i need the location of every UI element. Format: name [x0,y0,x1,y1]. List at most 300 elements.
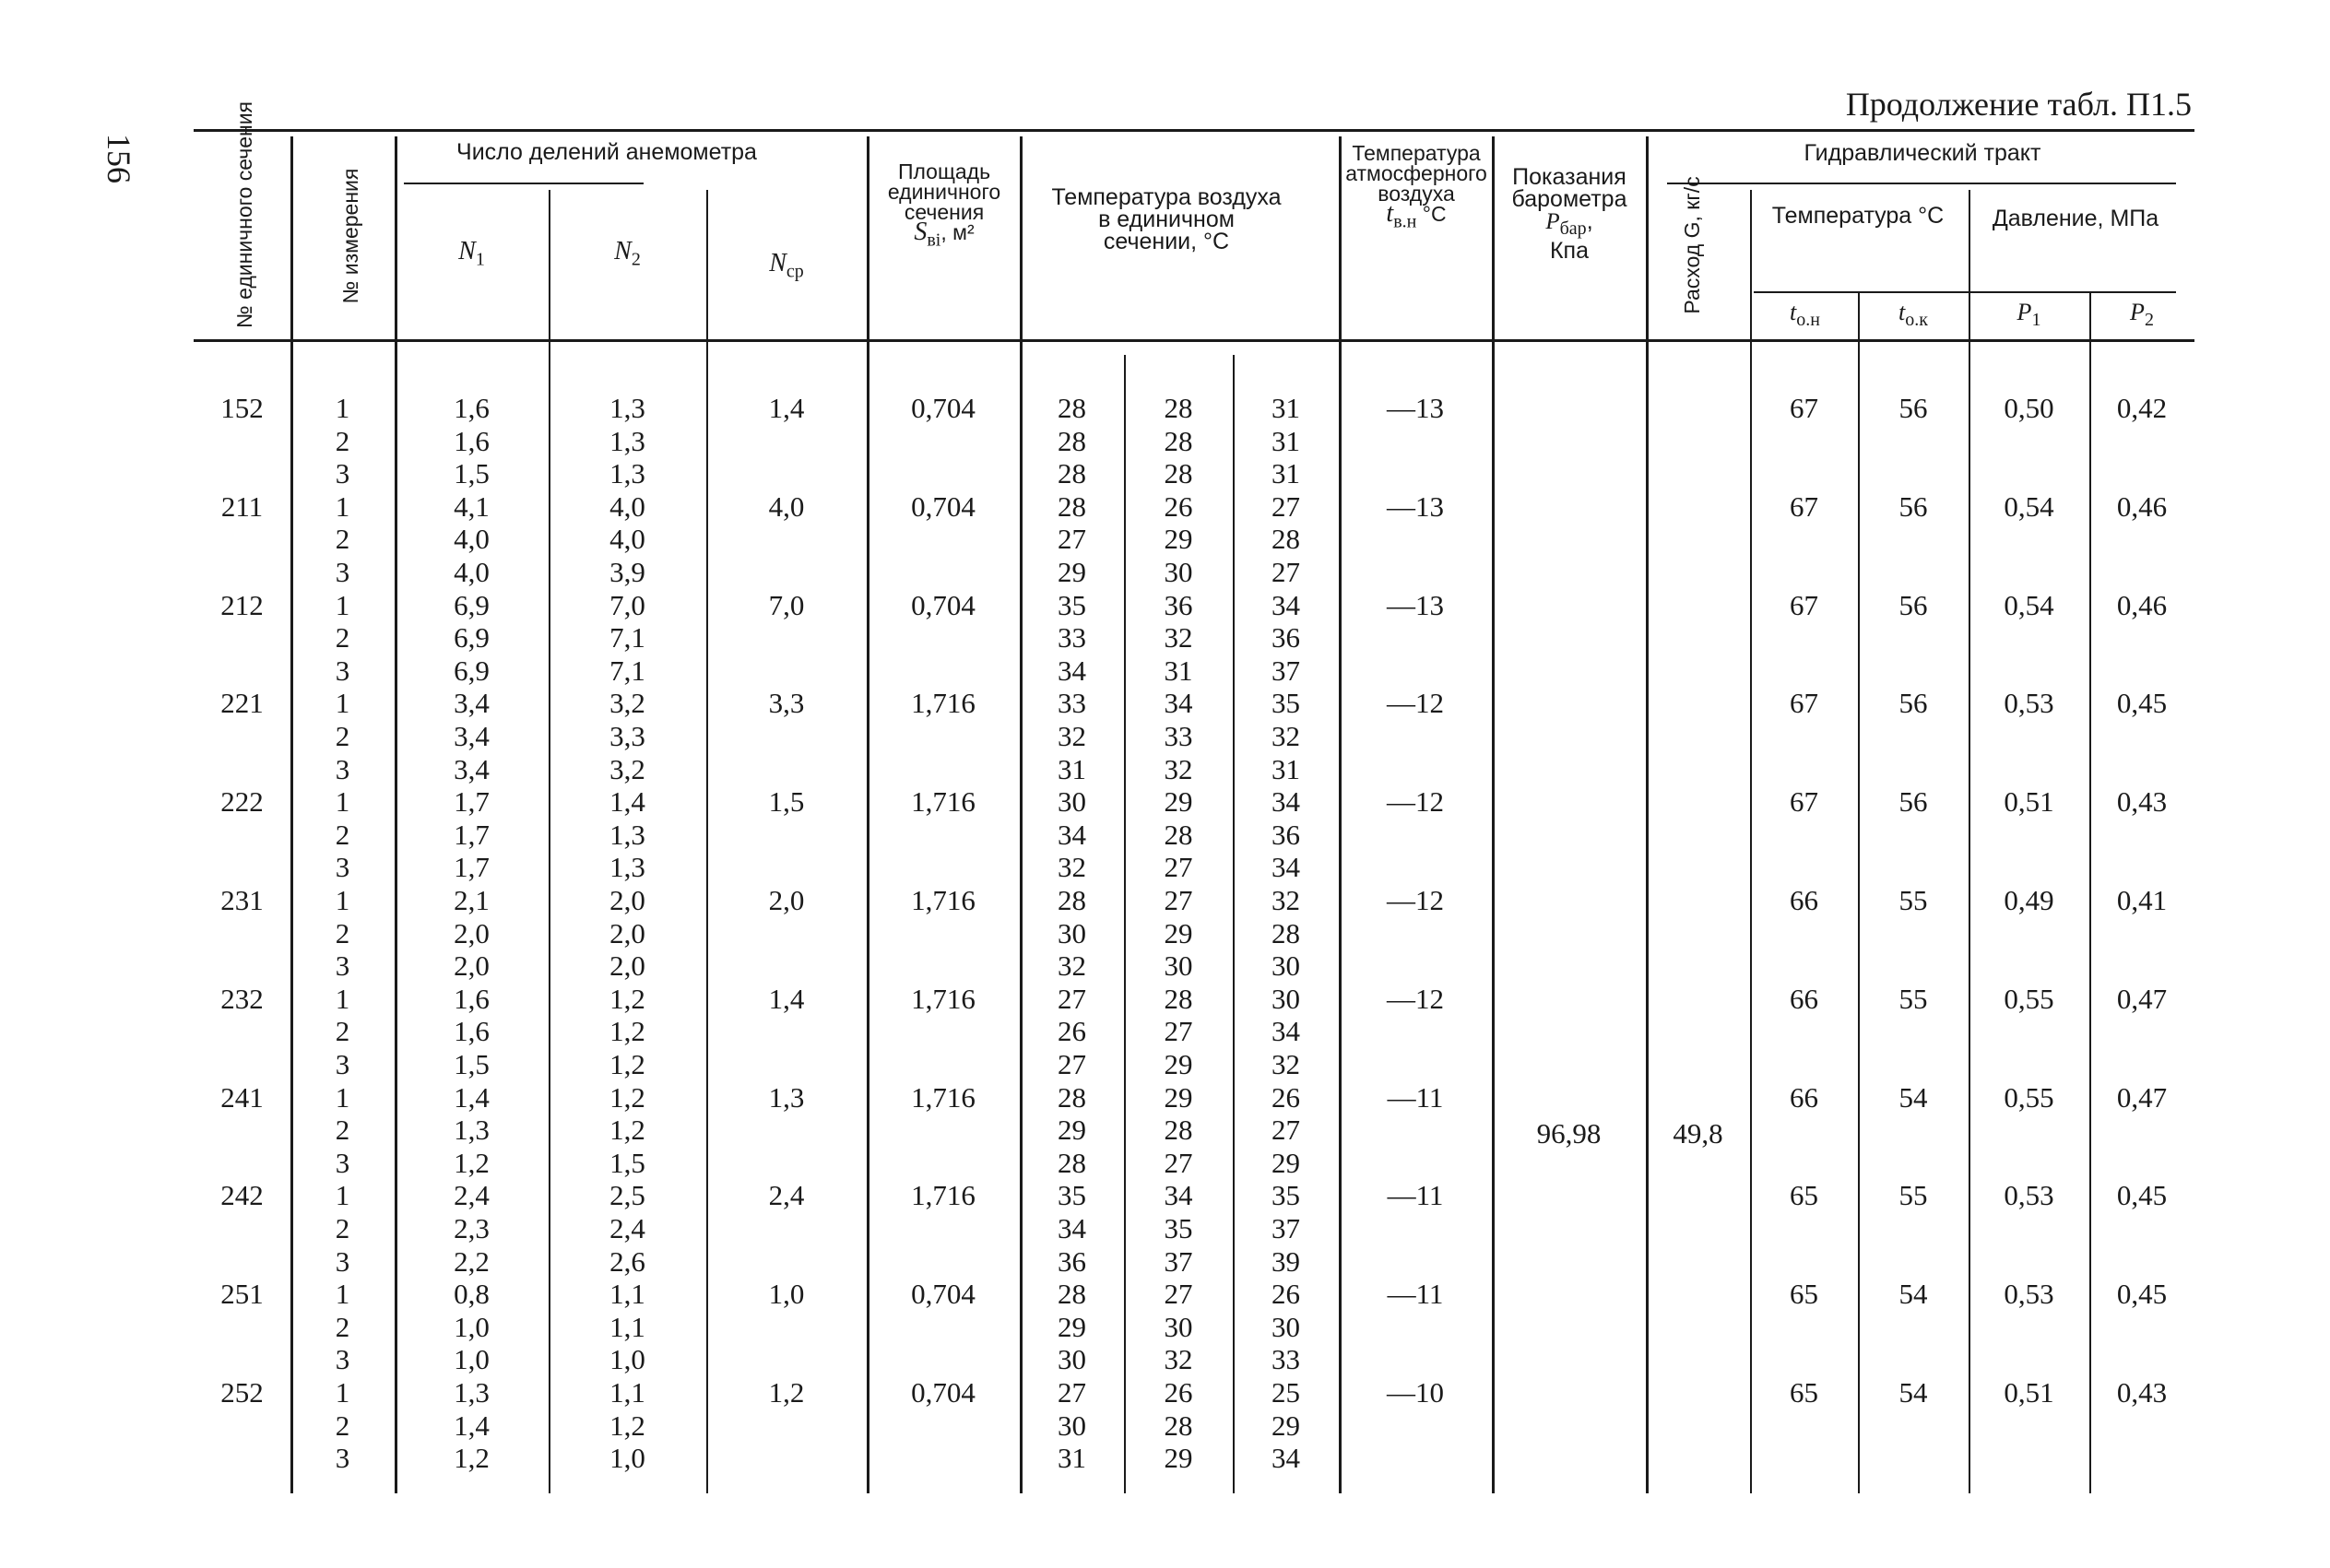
header-hydraulic: Гидравлический тракт [1804,140,2041,166]
measurement-cell: 2 [335,818,350,851]
p2-cell: 0,43 [2116,785,2168,819]
air-temp-cell: 32 [1271,884,1300,916]
air-temp-cell: 36 [1164,588,1193,621]
n1-cell: 6,9 [454,588,490,621]
air-temp-cell: 31 [1271,424,1300,457]
n2-cell: 1,2 [609,1114,645,1147]
header-pressure: Давление, МПа [1992,206,2159,231]
t-on-cell: 66 [1790,884,1818,916]
n1-cell: 1,4 [454,1409,490,1442]
ncp-cell: 4,0 [768,489,805,523]
atm-temp-cell: —13 [1387,392,1444,424]
t-on-cell: 67 [1790,392,1818,424]
n1-cell: 2,1 [454,884,490,916]
n1-cell: 1,6 [454,1015,490,1048]
atm-temp-cell: —12 [1387,884,1444,916]
p2-cell: 0,46 [2116,489,2168,523]
air-temp-cell: 29 [1271,1409,1300,1442]
measurement-cell: 2 [335,1212,350,1244]
n1-cell: 3,4 [454,687,490,720]
air-temp-cell: 36 [1271,621,1300,654]
measurement-cell: 2 [335,1409,350,1442]
n1-cell: 1,7 [454,851,490,884]
n1-cell: 1,6 [454,982,490,1015]
air-temp-cell: 29 [1164,523,1193,556]
measurement-cell: 2 [335,720,350,752]
n2-cell: 2,0 [609,884,645,916]
p2-cell: 0,46 [2116,588,2168,621]
n2-cell: 3,9 [609,556,645,588]
barometer-value: 96,98 [1536,1117,1602,1149]
t-on-cell: 65 [1790,1376,1818,1409]
air-temp-cell: 27 [1164,1146,1193,1179]
n2-cell: 3,2 [609,752,645,785]
section-cell: 251 [220,1278,264,1311]
air-temp-cell: 30 [1271,1310,1300,1343]
n1-cell: 2,3 [454,1212,490,1244]
n2-cell: 1,2 [609,1048,645,1080]
n1-cell: 2,2 [454,1244,490,1278]
ncp-cell: 1,2 [768,1376,805,1409]
air-temp-cell: 32 [1164,752,1193,785]
air-temp-cell: 25 [1271,1376,1300,1409]
ncp-cell: 1,0 [768,1278,805,1311]
n2-cell: 2,0 [609,916,645,949]
measurement-cell: 1 [335,1278,350,1311]
air-temp-cell: 31 [1058,1442,1086,1475]
measurement-cell: 1 [335,1179,350,1212]
n1-cell: 3,4 [454,752,490,785]
area-cell: 0,704 [911,1376,976,1409]
area-cell: 0,704 [911,588,976,621]
ncp-cell: 1,3 [768,1080,805,1114]
n2-cell: 1,3 [609,424,645,457]
ncp-cell: 2,4 [768,1179,805,1212]
air-temp-cell: 35 [1271,687,1300,720]
header-p1: $P_1$ [2017,299,2041,331]
area-cell: 1,716 [911,1080,976,1114]
measurement-cell: 3 [335,949,350,983]
air-temp-cell: 26 [1271,1080,1300,1114]
atm-temp-cell: —13 [1387,588,1444,621]
n1-cell: 2,0 [454,949,490,983]
measurement-cell: 2 [335,523,350,556]
n2-cell: 1,5 [609,1146,645,1179]
section-cell: 232 [220,982,264,1015]
n2-cell: 1,3 [609,818,645,851]
air-temp-cell: 27 [1164,1015,1193,1048]
header-t-ok: $t_{о.к}$ [1898,299,1928,331]
air-temp-cell: 34 [1058,818,1086,851]
n1-cell: 2,0 [454,916,490,949]
air-temp-cell: 34 [1271,851,1300,884]
n1-cell: 1,7 [454,785,490,819]
section-cell: 252 [220,1376,264,1409]
air-temp-cell: 32 [1271,1048,1300,1080]
air-temp-cell: 28 [1058,424,1086,457]
air-temp-cell: 30 [1164,556,1193,588]
atm-temp-cell: —11 [1387,1278,1444,1311]
air-temp-cell: 31 [1271,457,1300,490]
air-temp-cell: 27 [1058,982,1086,1015]
p1-cell: 0,51 [2004,785,2054,819]
ncp-cell: 1,4 [768,392,805,424]
air-temp-cell: 27 [1058,523,1086,556]
measurement-cell: 1 [335,687,350,720]
air-temp-cell: 27 [1271,489,1300,523]
air-temp-cell: 27 [1058,1048,1086,1080]
header-temperature: Температура °С [1771,203,1945,229]
section-cell: 222 [220,785,264,819]
n1-cell: 1,0 [454,1343,490,1376]
ncp-cell: 1,5 [768,785,805,819]
air-temp-cell: 28 [1058,457,1086,490]
atm-temp-cell: —12 [1387,785,1444,819]
t-on-cell: 67 [1790,588,1818,621]
air-temp-cell: 27 [1058,1376,1086,1409]
air-temp-cell: 28 [1164,1409,1193,1442]
n1-cell: 1,3 [454,1114,490,1147]
measurement-cell: 1 [335,884,350,916]
p2-cell: 0,45 [2116,1278,2168,1311]
atm-temp-cell: —11 [1387,1080,1444,1114]
table-caption: Продолжение табл. П1.5 [1845,86,2192,123]
air-temp-cell: 39 [1271,1244,1300,1278]
n1-cell: 1,3 [454,1376,490,1409]
header-air-temp: Температура воздуха в единичном сечении, °С [1051,184,1282,254]
t-on-cell: 65 [1790,1278,1818,1311]
air-temp-cell: 29 [1058,556,1086,588]
t-ok-cell: 56 [1898,785,1928,819]
air-temp-cell: 32 [1058,720,1086,752]
header-p2: $P_2$ [2130,299,2154,331]
measurement-cell: 3 [335,851,350,884]
section-cell: 212 [220,588,264,621]
ncp-cell: 1,4 [768,982,805,1015]
t-ok-cell: 56 [1898,489,1928,523]
col-divider [1492,136,1495,1493]
n1-cell: 1,4 [454,1080,490,1114]
air-temp-cell: 30 [1164,1310,1193,1343]
air-temp-cell: 29 [1164,785,1193,819]
air-temp-cell: 28 [1164,1114,1193,1147]
air-temp-cell: 26 [1058,1015,1086,1048]
ncp-cell: 7,0 [768,588,805,621]
air-temp-cell: 34 [1271,1015,1300,1048]
area-cell: 1,716 [911,785,976,819]
measurement-cell: 1 [335,982,350,1015]
area-cell: 1,716 [911,982,976,1015]
p2-cell: 0,42 [2116,392,2168,424]
measurement-cell: 1 [335,489,350,523]
hydraulic-underline [1667,183,2176,184]
n2-cell: 3,3 [609,720,645,752]
t-on-cell: 67 [1790,687,1818,720]
n1-cell: 1,5 [454,457,490,490]
n2-cell: 1,3 [609,392,645,424]
measurement-cell: 1 [335,392,350,424]
measurement-cell: 2 [335,424,350,457]
n1-cell: 1,2 [454,1442,490,1475]
measurement-cell: 3 [335,556,350,588]
air-temp-cell: 31 [1271,392,1300,424]
air-temp-cell: 34 [1164,1179,1193,1212]
measurement-cell: 2 [335,916,350,949]
n1-cell: 1,6 [454,392,490,424]
air-temp-cell: 30 [1058,785,1086,819]
atm-temp-cell: —12 [1387,687,1444,720]
measurement-cell: 3 [335,1244,350,1278]
section-cell: 221 [220,687,264,720]
page-number: 156 [101,134,137,183]
air-temp-cell: 34 [1271,785,1300,819]
n2-cell: 1,2 [609,1409,645,1442]
area-cell: 1,716 [911,687,976,720]
t-ok-cell: 54 [1898,1278,1928,1311]
header-n1: $N_1$ [458,237,485,270]
measurement-cell: 3 [335,457,350,490]
air-temp-cell: 28 [1058,392,1086,424]
air-temp-cell: 30 [1271,982,1300,1015]
air-temp-cell: 34 [1164,687,1193,720]
header-measurement-no: № измерения [338,168,362,304]
air-temp-cell: 28 [1164,818,1193,851]
air-temp-cell: 27 [1271,1114,1300,1147]
area-cell: 0,704 [911,392,976,424]
measurement-cell: 2 [335,1015,350,1048]
air-temp-cell: 31 [1271,752,1300,785]
t-on-cell: 67 [1790,489,1818,523]
flow-value: 49,8 [1673,1117,1723,1149]
air-temp-cell: 35 [1164,1212,1193,1244]
p1-cell: 0,51 [2004,1376,2054,1409]
air-temp-cell: 29 [1164,916,1193,949]
p2-cell: 0,47 [2116,982,2168,1015]
t-ok-cell: 55 [1898,884,1928,916]
atm-temp-cell: —11 [1387,1179,1444,1212]
n2-cell: 4,0 [609,523,645,556]
area-cell: 1,716 [911,1179,976,1212]
n2-cell: 1,2 [609,982,645,1015]
measurement-cell: 2 [335,621,350,654]
air-temp-cell: 36 [1058,1244,1086,1278]
air-temp-cell: 26 [1164,1376,1193,1409]
n2-cell: 2,0 [609,949,645,983]
n2-cell: 4,0 [609,489,645,523]
air-temp-cell: 36 [1271,818,1300,851]
air-temp-cell: 28 [1271,523,1300,556]
n2-cell: 1,3 [609,851,645,884]
n1-cell: 3,4 [454,720,490,752]
air-temp-cell: 32 [1058,851,1086,884]
p1-cell: 0,53 [2004,1278,2054,1311]
header-anemometer: Число делений анемометра [456,139,757,165]
n2-cell: 1,2 [609,1080,645,1114]
header-atm-temp: Температура атмосферного воздуха $t_{в.н}$ °С [1345,141,1487,232]
measurement-cell: 1 [335,785,350,819]
air-temp-cell: 33 [1058,621,1086,654]
measurement-cell: 3 [335,1442,350,1475]
air-temp-cell: 27 [1164,851,1193,884]
n2-cell: 1,1 [609,1278,645,1311]
measurement-cell: 3 [335,1343,350,1376]
air-temp-cell: 28 [1164,982,1193,1015]
air-temp-cell: 28 [1271,916,1300,949]
t-ok-cell: 55 [1898,1179,1928,1212]
n2-cell: 2,5 [609,1179,645,1212]
p1-cell: 0,53 [2004,687,2054,720]
n2-cell: 7,1 [609,621,645,654]
section-cell: 152 [220,392,264,424]
n2-cell: 1,2 [609,1015,645,1048]
n2-cell: 1,4 [609,785,645,819]
n1-cell: 6,9 [454,654,490,687]
air-temp-cell: 32 [1164,621,1193,654]
atm-temp-cell: —13 [1387,489,1444,523]
p1-cell: 0,53 [2004,1179,2054,1212]
p1-cell: 0,49 [2004,884,2054,916]
measurement-cell: 3 [335,752,350,785]
air-temp-cell: 37 [1164,1244,1193,1278]
air-temp-cell: 28 [1058,884,1086,916]
air-temp-cell: 35 [1058,1179,1086,1212]
n2-cell: 1,1 [609,1310,645,1343]
air-temp-cell: 30 [1058,916,1086,949]
air-temp-cell: 27 [1164,884,1193,916]
t-ok-cell: 55 [1898,982,1928,1015]
air-temp-cell: 27 [1164,1278,1193,1311]
measurement-cell: 1 [335,1376,350,1409]
atm-temp-cell: —10 [1387,1376,1444,1409]
air-temp-cell: 28 [1058,1278,1086,1311]
t-on-cell: 66 [1790,1080,1818,1114]
measurement-cell: 1 [335,1080,350,1114]
area-cell: 0,704 [911,489,976,523]
section-cell: 231 [220,884,264,916]
p2-cell: 0,43 [2116,1376,2168,1409]
n2-cell: 1,0 [609,1442,645,1475]
section-cell: 211 [220,489,264,523]
air-temp-cell: 28 [1058,1080,1086,1114]
t-on-cell: 65 [1790,1179,1818,1212]
n1-cell: 1,0 [454,1310,490,1343]
header-area: Площадь единичного сечения $S_{вi}$, м² [887,159,1001,251]
air-temp-cell: 29 [1058,1310,1086,1343]
t-on-cell: 66 [1790,982,1818,1015]
ncp-cell: 3,3 [768,687,805,720]
air-temp-cell: 33 [1164,720,1193,752]
air-temp-cell: 37 [1271,1212,1300,1244]
air-temp-cell: 29 [1164,1080,1193,1114]
n1-cell: 2,4 [454,1179,490,1212]
area-cell: 1,716 [911,884,976,916]
header-section-no: № единичного сечения [232,100,256,328]
atm-temp-cell: —12 [1387,982,1444,1015]
air-temp-cell: 34 [1058,654,1086,687]
air-temp-cell: 33 [1058,687,1086,720]
header-barometer: Показания барометра $P_{бар}$, Кпа [1511,164,1627,264]
section-cell: 241 [220,1080,264,1114]
air-temp-cell: 26 [1271,1278,1300,1311]
n2-cell: 1,3 [609,457,645,490]
ncp-cell: 2,0 [768,884,805,916]
n1-cell: 6,9 [454,621,490,654]
air-temp-cell: 31 [1164,654,1193,687]
measurement-cell: 2 [335,1114,350,1147]
n2-cell: 1,1 [609,1376,645,1409]
n1-cell: 1,5 [454,1048,490,1080]
air-temp-cell: 28 [1164,424,1193,457]
n1-cell: 1,6 [454,424,490,457]
air-temp-cell: 27 [1271,556,1300,588]
air-temp-cell: 28 [1058,489,1086,523]
n1-cell: 4,0 [454,523,490,556]
t-ok-cell: 56 [1898,392,1928,424]
header-t-on: $t_{о.н}$ [1790,299,1820,331]
p2-cell: 0,45 [2116,687,2168,720]
air-temp-cell: 28 [1164,457,1193,490]
header-bottom-rule [194,339,2194,342]
air-temp-cell: 34 [1271,1442,1300,1475]
air-temp-cell: 37 [1271,654,1300,687]
n2-cell: 2,4 [609,1212,645,1244]
measurement-cell: 3 [335,1048,350,1080]
air-temp-cell: 32 [1271,720,1300,752]
n1-cell: 0,8 [454,1278,490,1311]
air-temp-cell: 30 [1058,1343,1086,1376]
air-temp-cell: 28 [1164,392,1193,424]
n2-cell: 7,0 [609,588,645,621]
air-temp-cell: 29 [1164,1442,1193,1475]
header-ncp: $N_{ср}$ [769,249,804,282]
p2-cell: 0,41 [2116,884,2168,916]
air-temp-cell: 30 [1058,1409,1086,1442]
air-temp-cell: 29 [1164,1048,1193,1080]
n2-cell: 3,2 [609,687,645,720]
air-temp-cell: 28 [1058,1146,1086,1179]
measurement-cell: 1 [335,588,350,621]
air-temp-cell: 32 [1058,949,1086,983]
p1-cell: 0,55 [2004,982,2054,1015]
air-temp-cell: 31 [1058,752,1086,785]
air-temp-cell: 30 [1271,949,1300,983]
p1-cell: 0,55 [2004,1080,2054,1114]
t-on-cell: 67 [1790,785,1818,819]
t-ok-cell: 56 [1898,687,1928,720]
n2-cell: 2,6 [609,1244,645,1278]
n1-cell: 1,2 [454,1146,490,1179]
air-temp-cell: 26 [1164,489,1193,523]
n1-cell: 1,7 [454,818,490,851]
anemometer-underline [404,183,644,184]
air-temp-cell: 35 [1271,1179,1300,1212]
t-ok-cell: 56 [1898,588,1928,621]
section-cell: 242 [220,1179,264,1212]
p2-cell: 0,47 [2116,1080,2168,1114]
subheader-rule [1754,291,2176,293]
n1-cell: 4,0 [454,556,490,588]
air-temp-cell: 35 [1058,588,1086,621]
air-temp-cell: 34 [1271,588,1300,621]
p2-cell: 0,45 [2116,1179,2168,1212]
air-temp-cell: 29 [1271,1146,1300,1179]
measurement-cell: 3 [335,654,350,687]
measurement-cell: 2 [335,1310,350,1343]
p1-cell: 0,50 [2004,392,2054,424]
t-ok-cell: 54 [1898,1376,1928,1409]
area-cell: 0,704 [911,1278,976,1311]
p1-cell: 0,54 [2004,588,2054,621]
